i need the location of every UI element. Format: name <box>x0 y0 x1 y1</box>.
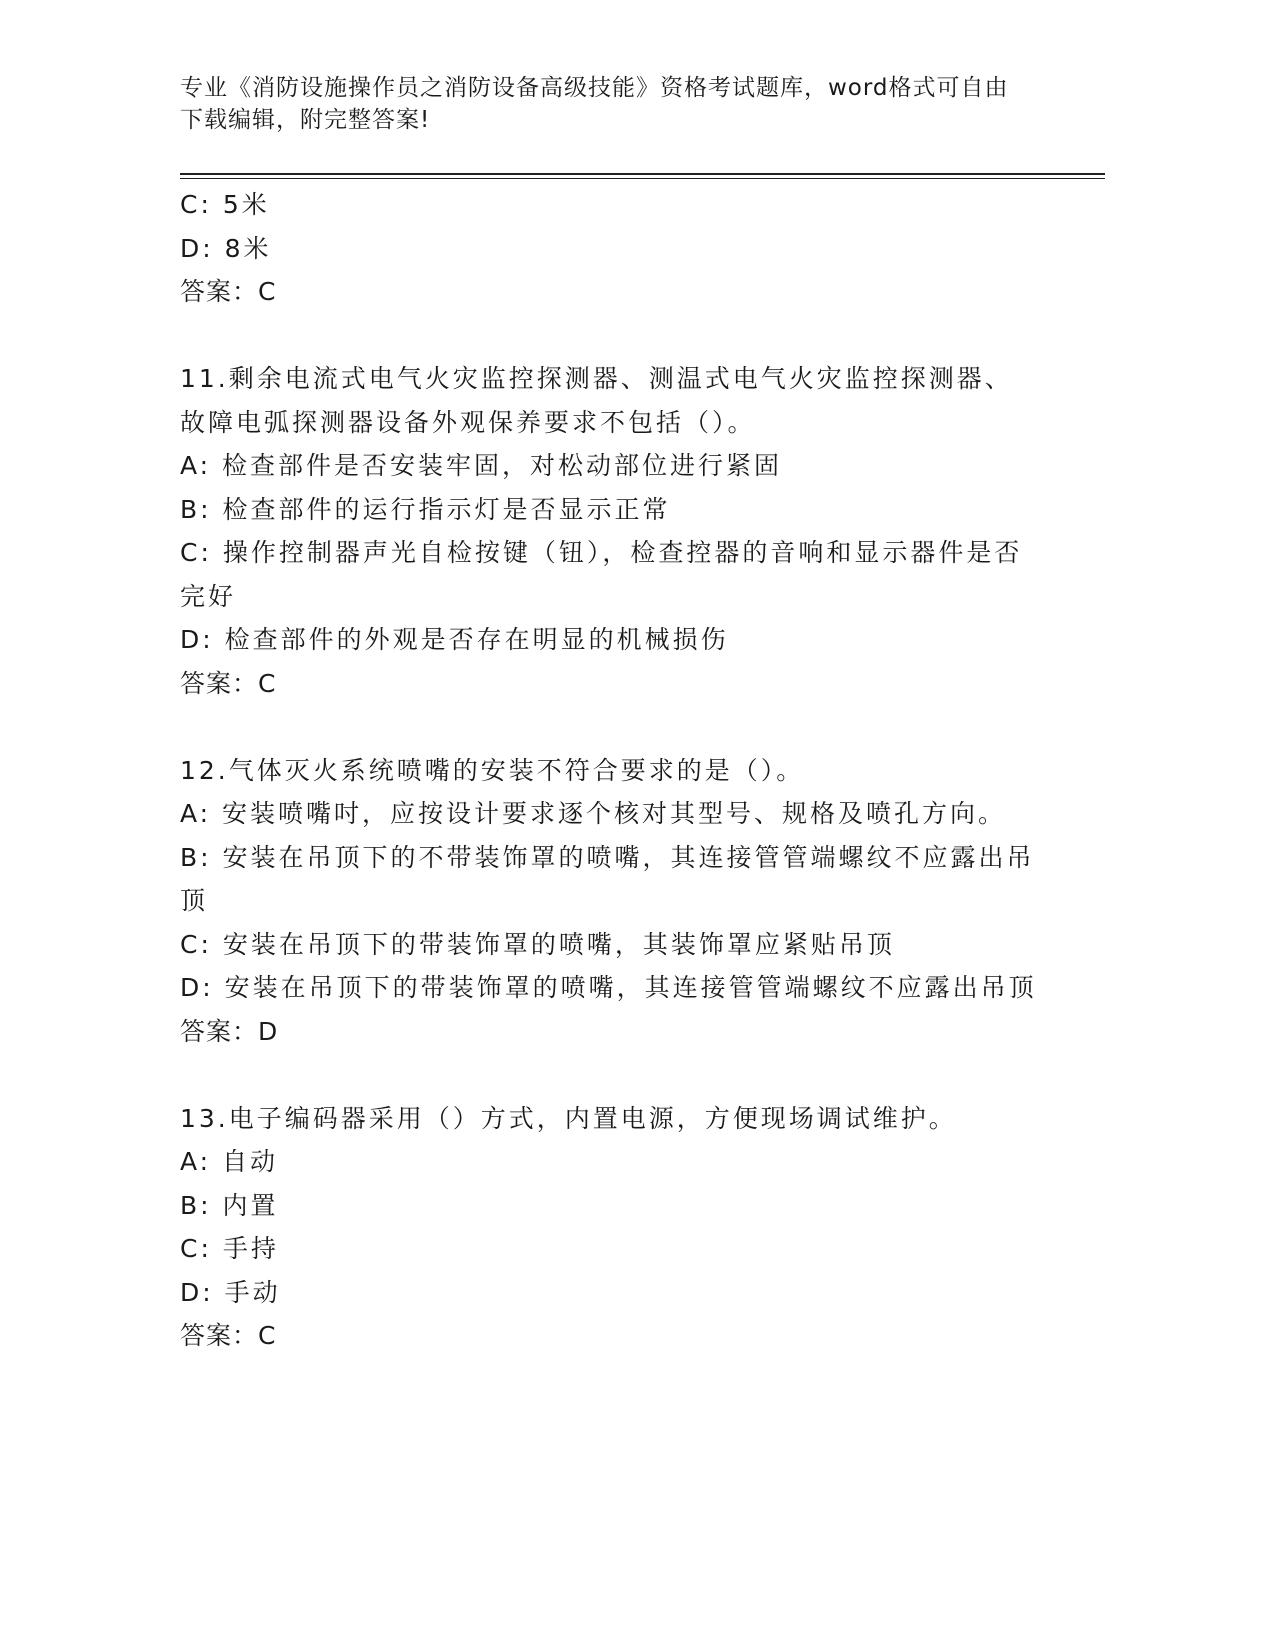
header-rule-thick <box>180 173 1105 175</box>
header-rule-thin <box>180 178 1105 179</box>
question-11 <box>180 357 1040 705</box>
answer: 答案：C <box>180 277 277 306</box>
option-a: A: 自动 <box>180 1147 279 1176</box>
answer: 答案：C <box>180 668 277 698</box>
spacer <box>180 314 1040 358</box>
option-b: B: 安装在吊顶下的不带装饰罩的喷嘴，其连接管管端螺纹不应露出吊顶 <box>180 842 1035 915</box>
spacer <box>180 1053 1040 1097</box>
option-d: D: 检查部件的外观是否存在明显的机械损伤 <box>180 625 729 654</box>
header-text: 专业《消防设施操作员之消防设备高级技能》资格考试题库，word格式可自由下载编辑，附完整答案! <box>180 75 1009 133</box>
previous-question-tail <box>180 183 1040 314</box>
answer: 答案：C <box>180 1321 277 1350</box>
option-d: D: 安装在吊顶下的带装饰罩的喷嘴，其连接管管端螺纹不应露出吊顶 <box>180 973 1037 1002</box>
option-a: A: 检查部件是否安装牢固，对松动部位进行紧固 <box>180 451 783 480</box>
document-header <box>180 72 1030 136</box>
document-body <box>180 183 1040 1358</box>
option-a: A: 安装喷嘴吋，应按设计要求逐个核对其型号、规格及喷孔方向。 <box>180 799 1007 828</box>
option-c: C: 操作控制器声光自检按键（钮），检查控器的音响和显示器件是否完好 <box>180 538 1023 611</box>
option-c: C: 手持 <box>180 1234 279 1263</box>
option-b: B: 内置 <box>180 1190 279 1220</box>
question-13 <box>180 1097 1040 1358</box>
question-stem: 13.电子编码器采用（）方式，内置电源，方便现场调试维护。 <box>180 1103 957 1133</box>
question-12 <box>180 749 1040 1054</box>
answer: 答案：D <box>180 1016 279 1046</box>
option-c: C: 5米 <box>180 190 270 219</box>
option-d: D: 8米 <box>180 233 272 263</box>
question-stem: 11.剩余电流式电气火灾监控探测器、测温式电气火灾监控探测器、故障电弧探测器设备外观保养要求不包括（）。 <box>180 364 1013 437</box>
option-d: D: 手动 <box>180 1277 281 1307</box>
option-b: B: 检查部件的运行指示灯是否显示正常 <box>180 494 671 524</box>
spacer <box>180 705 1040 749</box>
option-c: C: 安装在吊顶下的带装饰罩的喷嘴，其装饰罩应紧贴吊顶 <box>180 929 895 959</box>
question-stem: 12.气体灭火系统喷嘴的安装不符合要求的是（）。 <box>180 755 805 785</box>
